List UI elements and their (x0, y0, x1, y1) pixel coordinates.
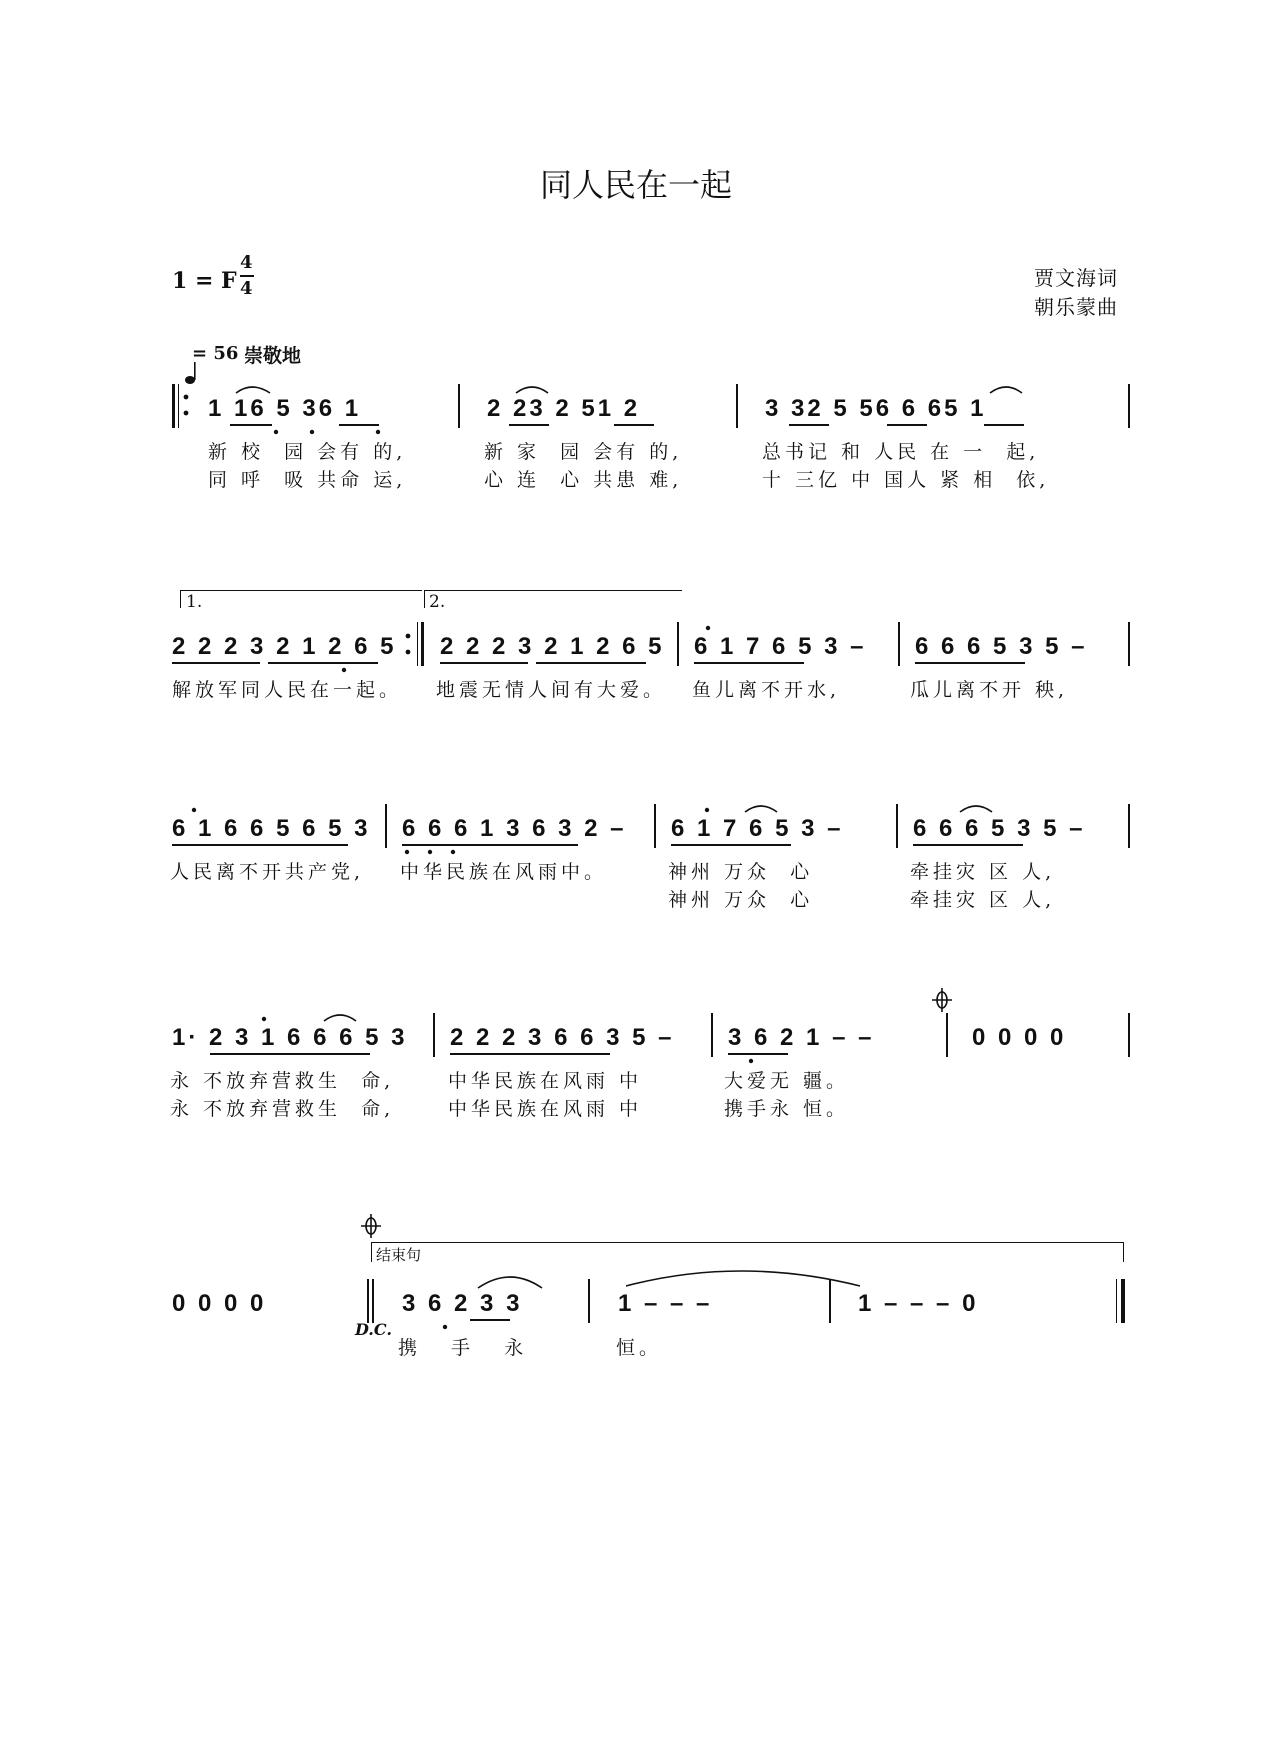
upper-octave-dot (262, 1017, 266, 1021)
composer-credit: 朝乐蒙曲 (1034, 295, 1118, 319)
lyric-line: 人民离不开共产党, (170, 861, 365, 883)
dc-marking: D.C. (355, 1320, 392, 1339)
measure-notes: 2 2 2 3 2 1 2 6 5 (440, 633, 665, 660)
lyric-line: 新 家 园 会有 的, (484, 441, 683, 463)
lyric-line: 中华民族在风雨中。 (400, 861, 608, 883)
measure-2-notes: 2 23 2 51 2 (487, 395, 641, 422)
measure-notes: 0 0 0 0 (972, 1024, 1067, 1051)
lyric-line: 解放军同人民在一起。 (172, 679, 403, 701)
measure-notes: 6 6 6 5 3 5 – (913, 815, 1086, 842)
lyric-line: 携 手 永 (398, 1337, 538, 1359)
slur (960, 806, 992, 812)
lower-octave-dot (342, 668, 346, 672)
lyric-line: 新 校 园 会有 的, (208, 441, 407, 463)
lyric-line: 总书记 和 人民 在 一 起, (762, 441, 1040, 463)
measure-notes: 1 – – – 0 (858, 1290, 979, 1317)
lyric-line: 鱼儿离不开水, (692, 679, 841, 701)
lyric-line: 地震无情人间有大爱。 (436, 679, 667, 701)
measure-notes: 1· 2 3 1 6 6 6 5 3 (172, 1024, 408, 1051)
key-signature: 1 = F (172, 268, 237, 294)
measure-notes: 2 2 2 3 6 6 3 5 – (450, 1024, 675, 1051)
measure-notes: 0 0 0 0 (172, 1290, 267, 1317)
slur (324, 1015, 356, 1021)
lower-octave-dot (749, 1059, 753, 1063)
slur (478, 1277, 542, 1288)
measure-notes: 3 6 2 3 3 (402, 1290, 523, 1317)
lyric-line: 同 呼 吸 共命 运, (208, 469, 407, 491)
coda-icon (932, 988, 952, 1012)
lyric-line: 携手永 恒。 (724, 1098, 850, 1120)
lower-octave-dot (428, 850, 432, 854)
tempo-marking: = 56 (192, 343, 239, 364)
lower-octave-dot (451, 850, 455, 854)
lyric-line: 大爱无 疆。 (724, 1070, 850, 1092)
expression-marking: 崇敬地 (244, 345, 302, 367)
measure-3-notes: 3 32 5 56 6 65 1 (765, 395, 987, 422)
measure-notes: 6 6 6 5 3 5 – (915, 633, 1088, 660)
lyric-line: 中华民族在风雨 中 (448, 1070, 643, 1092)
time-signature-bottom: 4 (240, 278, 253, 299)
lyricist-credit: 贾文海词 (1034, 266, 1118, 290)
lyric-line: 牵挂灾 区 人, (910, 889, 1056, 911)
lower-octave-dot (274, 430, 278, 434)
measure-notes: 6 6 6 1 3 6 3 2 – (402, 815, 627, 842)
time-signature-top: 4 (240, 252, 253, 273)
lyric-line: 心 连 心 共患 难, (484, 469, 683, 491)
lyric-line: 瓜儿离不开 秧, (910, 679, 1069, 701)
measure-notes: 2 2 2 3 2 1 2 6 5 (172, 633, 397, 660)
volta-1-label: 1. (186, 592, 203, 612)
upper-octave-dot (192, 808, 196, 812)
measure-notes: 3 6 2 1 – – (728, 1024, 875, 1051)
lyric-line: 恒。 (616, 1337, 663, 1359)
slur (990, 387, 1022, 393)
page-title: 同人民在一起 (539, 166, 732, 204)
lyric-line: 十 三亿 中 国人 紧 相 依, (762, 469, 1050, 491)
slur (516, 387, 548, 393)
lower-octave-dot (443, 1325, 447, 1329)
upper-octave-dot (705, 808, 709, 812)
coda-icon (361, 1214, 381, 1238)
upper-octave-dot (706, 626, 710, 630)
measure-notes: 6 1 6 6 5 6 5 3 (172, 815, 371, 842)
measure-1-notes: 1 16 5 36 1 (208, 395, 362, 422)
slur (236, 387, 270, 393)
lyric-line: 神州 万众 心 (668, 889, 814, 911)
lyric-line: 永 不放弃营救生 命, (170, 1098, 395, 1120)
lyric-line: 神州 万众 心 (668, 861, 814, 883)
tie (626, 1271, 860, 1286)
lower-octave-dot (405, 850, 409, 854)
lyric-line: 牵挂灾 区 人, (910, 861, 1056, 883)
lower-octave-dot (310, 430, 314, 434)
measure-notes: 1 – – – (618, 1290, 713, 1317)
slur (745, 806, 777, 812)
coda-label: 结束句 (376, 1246, 422, 1264)
measure-notes: 6 1 7 6 5 3 – (671, 815, 844, 842)
volta-2-label: 2. (429, 592, 446, 612)
measure-notes: 6 1 7 6 5 3 – (694, 633, 867, 660)
lower-octave-dot (376, 430, 380, 434)
lyric-line: 永 不放弃营救生 命, (170, 1070, 395, 1092)
lyric-line: 中华民族在风雨 中 (448, 1098, 643, 1120)
